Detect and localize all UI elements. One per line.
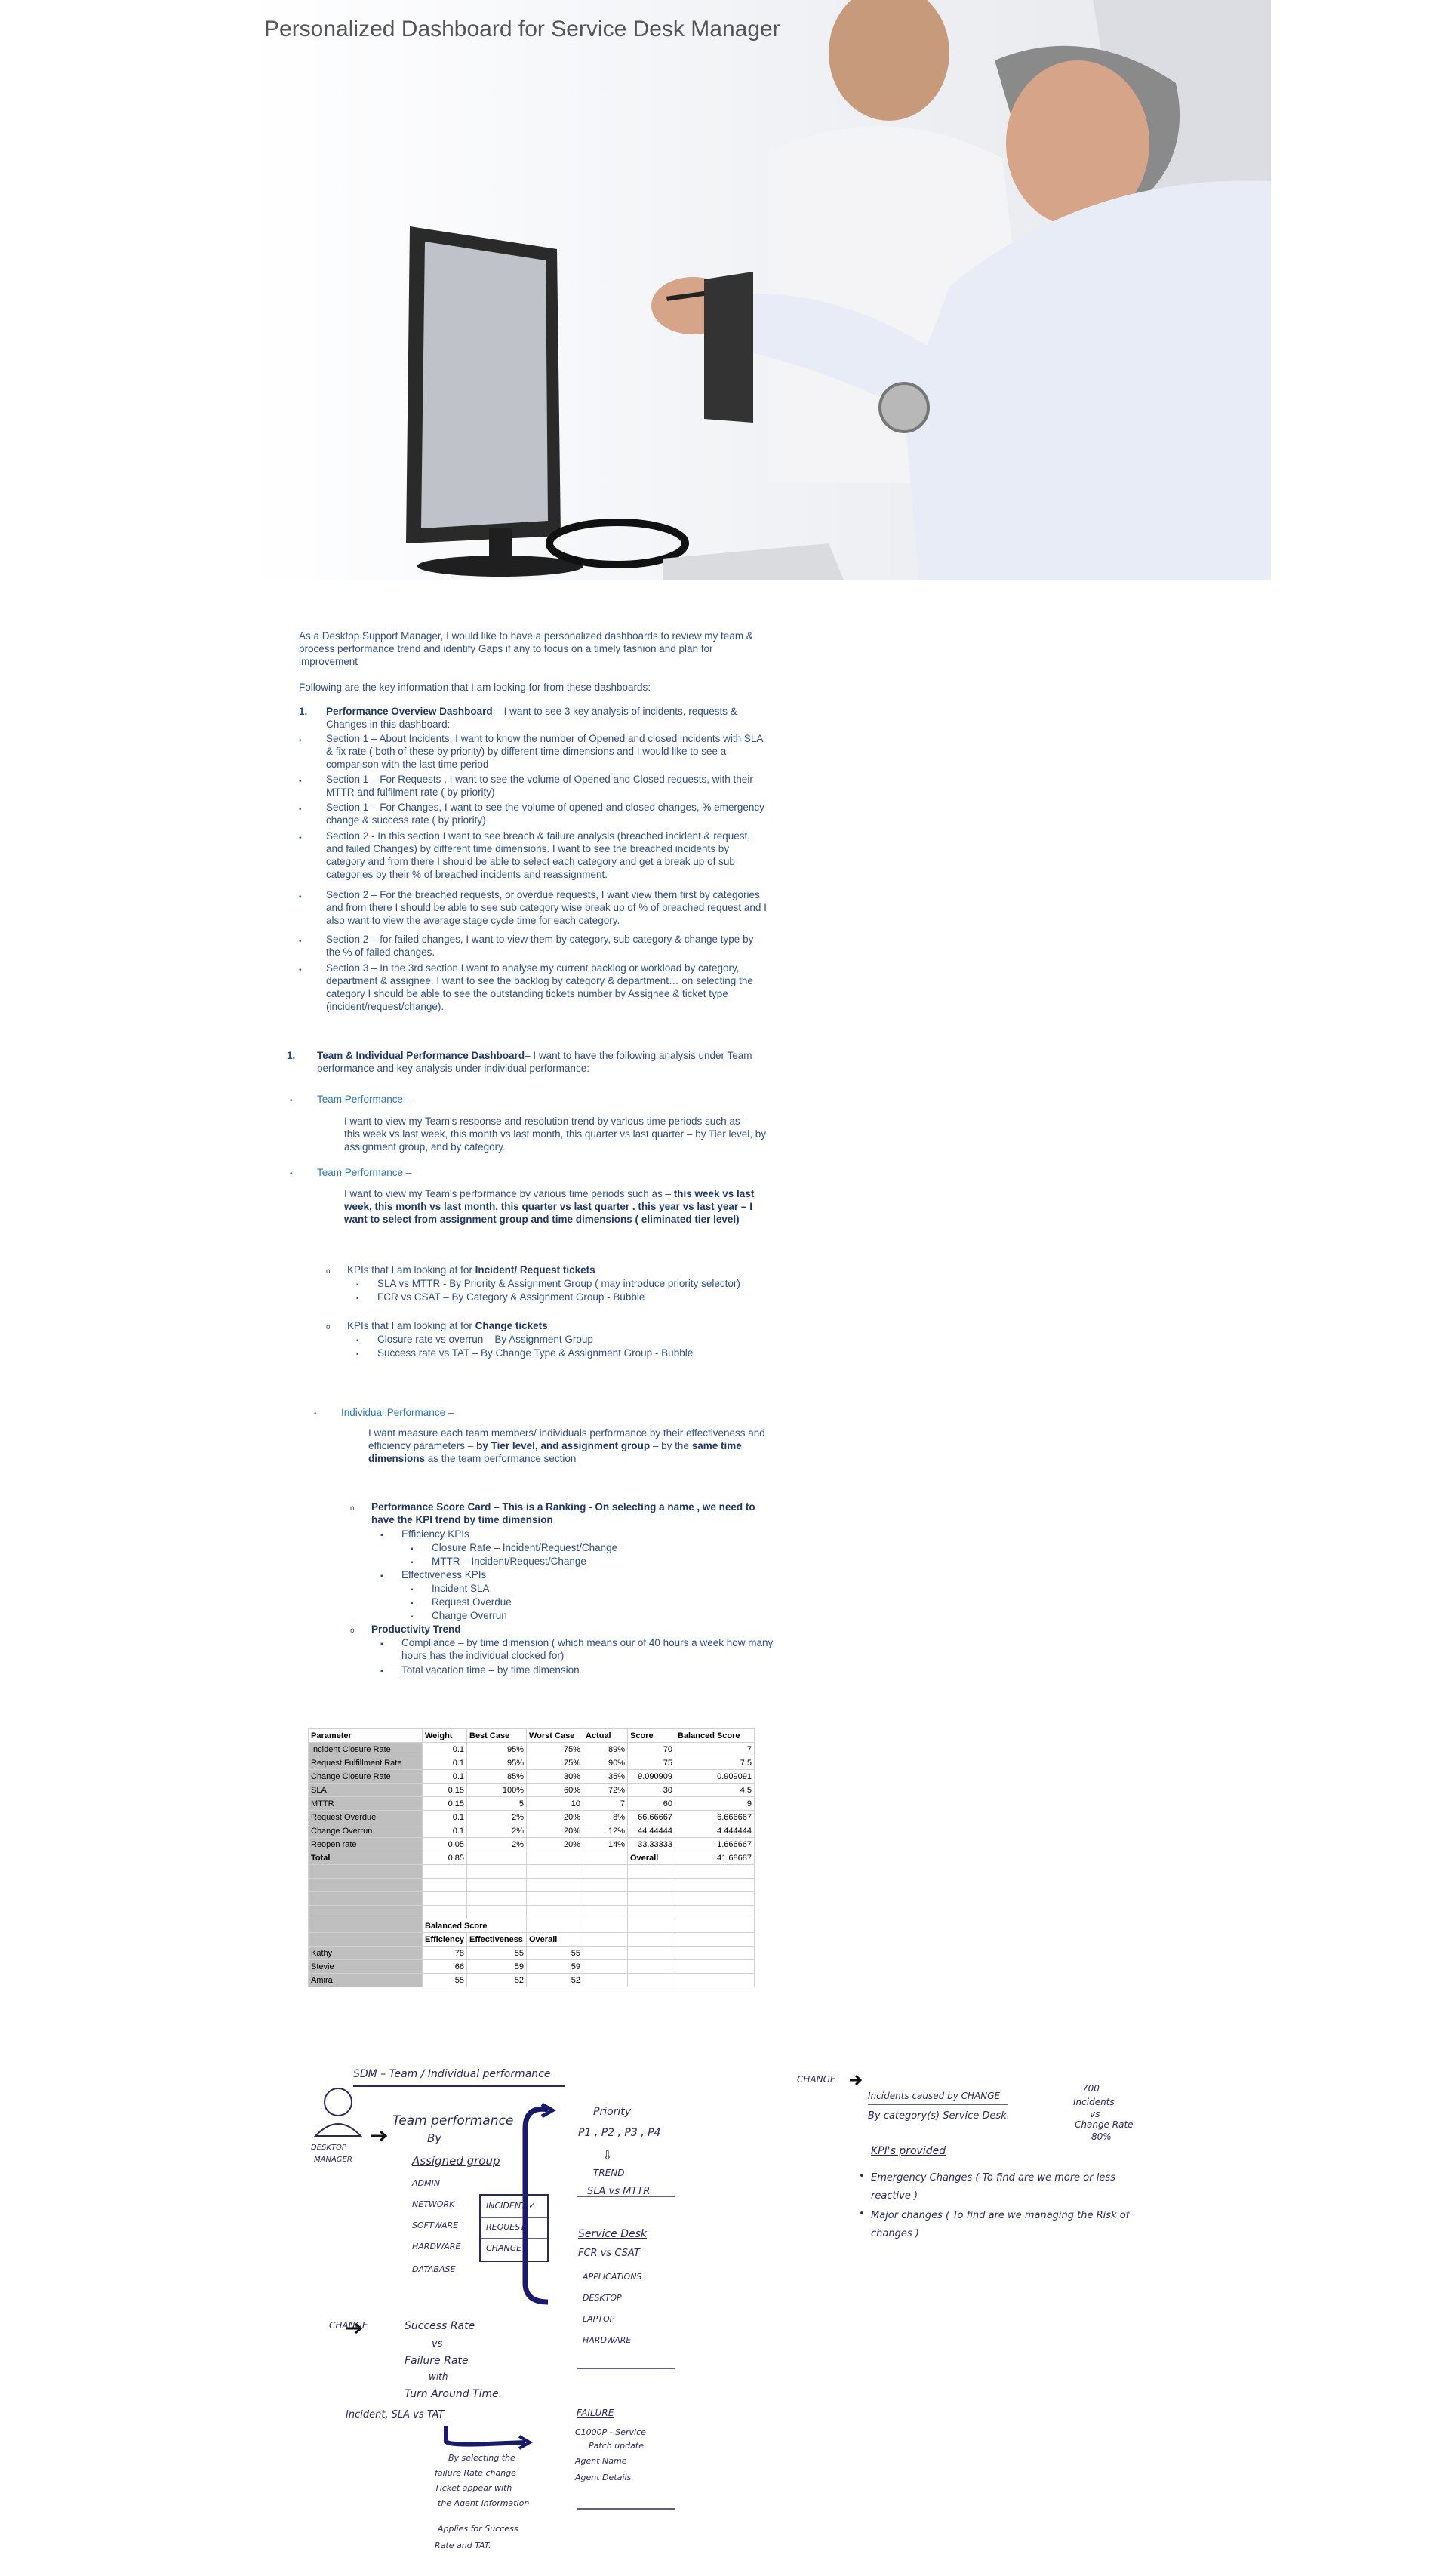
list-item: Incident SLA xyxy=(432,1583,490,1594)
table-row: SLA 0.15 100% 60% 72% 30 4.5 xyxy=(309,1784,755,1797)
desktop-label: DESKTOP xyxy=(311,2144,346,2152)
change-line-5: Turn Around Time. xyxy=(405,2388,503,2400)
section1-number: 1. xyxy=(299,706,308,717)
list-item: Section 2 – For the breached requests, or overdue requests, I want view them first by categories and from there I should be able to see sub category wise break up of % of breached request and I also want to view the average stage cycle time for each category. xyxy=(326,889,767,926)
note-line: Rate and TAT. xyxy=(435,2541,491,2550)
list-item: Section 1 – For Changes, I want to see the volume of opened and closed changes, % emergency change & success rate ( by priority) xyxy=(326,802,764,826)
individual-performance-label: Individual Performance – xyxy=(341,1407,454,1418)
list-item: Section 2 – for failed changes, I want to view them by category, sub category & change type by the % of failed changes. xyxy=(326,934,754,958)
kpi-item: Major changes ( To find are we managing the Risk of changes ) xyxy=(871,2210,1130,2239)
team-performance-text: I want to view my Team's response and resolution trend by various time periods such as – this week vs last week, this month vs last month, this quarter vs last quarter – by Tier level, by assignment group, and by category. xyxy=(344,1116,766,1153)
table-row: Request Fulfillment Rate 0.1 95% 75% 90% 75 7.5 xyxy=(309,1756,755,1770)
table-row: MTTR 0.15 5 10 7 60 9 xyxy=(309,1797,755,1811)
service-desk-note: Service Desk xyxy=(578,2228,647,2240)
intro-paragraph-2: Following are the key information that I am looking for from these dashboards: xyxy=(299,682,651,693)
page-title: Personalized Dashboard for Service Desk Manager xyxy=(264,17,780,42)
note-line: By selecting the xyxy=(448,2453,515,2463)
list-item: Closure rate vs overrun – By Assignment Group xyxy=(377,1334,593,1345)
list-item: Section 2 - In this section I want to see breach & failure analysis (breached incident & request, and failed Changes) by different time dimensions. I want to see the breached incidents by category and from there I should be able to select each category and get a break up of sub categories by their % of breached incidents and reassignment. xyxy=(326,830,751,880)
down-arrow-icon: ⇩ xyxy=(602,2148,613,2162)
hand-sketch-right: CHANGE Incidents caused by CHANGE By category(s) Service Desk. 700 Incidents vs Change Rate 80% KPI's provided • Emergency Changes ( To find are we more or less reactive ) • Major changes ( To find are we managing the Risk of changes ) xyxy=(792,2068,1170,2294)
table-row: Incident Closure Rate 0.1 95% 75% 89% 70 7 xyxy=(309,1743,755,1756)
score-spreadsheet xyxy=(308,1728,755,1987)
table-total-row: Total 0.85 Overall 41.68687 xyxy=(309,1851,755,1865)
stat-line: 700 xyxy=(1082,2083,1100,2094)
group-network: NETWORK xyxy=(412,2199,455,2209)
note-line: the Agent information xyxy=(438,2498,530,2508)
productivity-label: Productivity Trend xyxy=(371,1623,461,1635)
hand-sketch-left xyxy=(299,2060,691,2574)
list-item: Section 1 – About Incidents, I want to know the number of Opened and closed incidents with SLA & fix rate ( both of these by priority) by different time dimensions and I would like to see a comparison with the last time period xyxy=(326,733,763,770)
group-admin: ADMIN xyxy=(412,2178,440,2188)
kpi-provided-label: KPI's provided xyxy=(871,2145,946,2157)
by-note: By xyxy=(427,2131,442,2145)
list-item: Section 1 – For Requests , I want to see the volume of Opened and Closed requests, with their MTTR and fulfilment rate ( by priority) xyxy=(326,774,753,798)
priorities-note: P1 , P2 , P3 , P4 xyxy=(578,2127,661,2139)
type-change: CHANGE xyxy=(486,2243,522,2253)
list-item: FCR vs CSAT – By Category & Assignment Group - Bubble xyxy=(377,1291,645,1303)
stat-line: 80% xyxy=(1091,2131,1112,2142)
note-line: Applies for Success xyxy=(438,2524,518,2534)
list-item: Request Overdue xyxy=(432,1596,512,1608)
section2-title: Team & Individual Performance Dashboard xyxy=(317,1050,525,1061)
section2-title-rest: – I want to have the following analysis under Team performance and key analysis under individual performance: xyxy=(317,1050,752,1074)
stat-line: vs xyxy=(1090,2109,1100,2119)
group-software: SOFTWARE xyxy=(412,2221,459,2230)
list-item: Closure Rate – Incident/Request/Change xyxy=(432,1542,618,1553)
type-request: REQUEST xyxy=(486,2222,525,2232)
table-row: Kathy 78 55 55 xyxy=(309,1947,755,1960)
type-incident: INCIDENT ✓ xyxy=(486,2201,536,2211)
section1-title-rest: – I want to see 3 key analysis of incidents, requests & Changes in this dashboard: xyxy=(326,706,737,730)
office-photo xyxy=(240,0,1271,580)
manager-label: MANAGER xyxy=(314,2156,352,2164)
app-hardware: HARDWARE xyxy=(583,2335,632,2345)
assigned-group-note: Assigned group xyxy=(412,2154,500,2168)
team-performance-label: Team Performance – xyxy=(317,1094,412,1105)
hero-image xyxy=(240,0,1271,580)
right-line-2: By category(s) Service Desk. xyxy=(868,2110,1010,2122)
team2-text-a: I want to view my Team's performance by various time periods such as – xyxy=(344,1188,674,1199)
list-item: Change Overrun xyxy=(432,1610,507,1621)
table-row: Reopen rate 0.05 2% 20% 14% 33.33333 1.666667 xyxy=(309,1838,755,1851)
stat-line: Incidents xyxy=(1073,2097,1115,2107)
sketch-title: SDM – Team / Individual performance xyxy=(353,2068,551,2080)
change-line-4: with xyxy=(429,2371,448,2382)
list-item: Total vacation time – by time dimension xyxy=(401,1664,580,1676)
balanced-score-row: Balanced Score xyxy=(309,1919,755,1933)
failure-item: Agent Details. xyxy=(575,2473,634,2482)
list-item: Compliance – by time dimension ( which means our of 40 hours a week how many hours has the individual clocked for) xyxy=(401,1637,774,1661)
table-row: Stevie 66 59 59 xyxy=(309,1960,755,1974)
list-item: SLA vs MTTR - By Priority & Assignment Group ( may introduce priority selector) xyxy=(377,1278,740,1289)
app-applications: APPLICATIONS xyxy=(583,2272,642,2282)
list-item: Section 3 – In the 3rd section I want to analyse my current backlog or workload by category, department & assignee. I want to see the backlog by category & department… on selecting the category I should be able to see the outstanding tickets number by Assignee & ticket type (incident/request/change). xyxy=(326,962,753,1012)
note-line: failure Rate change xyxy=(435,2468,516,2478)
efficiency-label: Efficiency KPIs xyxy=(401,1528,469,1540)
trend-note: TREND xyxy=(593,2168,625,2178)
individual-performance-text: I want measure each team members/ individuals performance by their effectiveness and efficiency parameters – by Tier level, and assignment group – by the same time dimensions as the team performance section xyxy=(368,1427,765,1464)
section1-title: Performance Overview Dashboard xyxy=(326,706,493,717)
table-row: Change Overrun 0.1 2% 20% 12% 44.44444 4.444444 xyxy=(309,1824,755,1838)
list-item: Success rate vs TAT – By Change Type & Assignment Group - Bubble xyxy=(377,1347,694,1359)
change-line-2: vs xyxy=(432,2338,443,2350)
team2-text-b: this week vs last week, this month vs last month, this quarter vs last quarter . this year vs last year – I want to select from assignment group and time dimensions ( eliminated tier level) xyxy=(344,1188,755,1225)
failure-label: FAILURE xyxy=(577,2408,614,2418)
kpi-item: Emergency Changes ( To find are we more or less reactive ) xyxy=(871,2172,1115,2202)
fcr-csat-note: FCR vs CSAT xyxy=(578,2248,640,2259)
change-label: CHANGE xyxy=(329,2320,368,2331)
change-line-1: Success Rate xyxy=(405,2320,475,2332)
failure-item: Agent Name xyxy=(575,2456,627,2466)
sub-header-row: Efficiency Effectiveness Overall xyxy=(309,1933,755,1947)
section2-heading xyxy=(317,1049,770,1075)
group-hardware: HARDWARE xyxy=(412,2242,461,2251)
app-desktop: DESKTOP xyxy=(583,2293,622,2303)
kpi-change-label: KPIs that I am looking at for Change tickets xyxy=(347,1320,548,1331)
team-performance-note: Team performance xyxy=(392,2113,514,2128)
list-item: MTTR – Incident/Request/Change xyxy=(432,1556,586,1567)
score-card: Performance Score Card – This is a Ranking - On selecting a name , we need to have the KPI trend by time dimension xyxy=(371,1501,755,1525)
change-line-3: Failure Rate xyxy=(405,2355,469,2367)
table-row: Change Closure Rate 0.1 85% 30% 35% 9.090909 0.909091 xyxy=(309,1770,755,1784)
right-line-1: Incidents caused by CHANGE xyxy=(868,2091,1001,2101)
section2-number: 1. xyxy=(287,1050,296,1061)
app-laptop: LAPTOP xyxy=(583,2314,615,2324)
stat-line: Change Rate xyxy=(1075,2119,1134,2130)
group-database: DATABASE xyxy=(412,2264,456,2274)
priority-note: Priority xyxy=(593,2106,632,2118)
incident-sla-note: Incident, SLA vs TAT xyxy=(346,2409,445,2421)
score-table xyxy=(308,1728,755,1987)
table-row: Request Overdue 0.1 2% 20% 8% 66.66667 6.666667 xyxy=(309,1811,755,1824)
intro-paragraph-1: As a Desktop Support Manager, I would like to have a personalized dashboards to review my team & process performance trend and identify Gaps if any to focus on a timely fashion and plan for improvement xyxy=(299,630,753,667)
effectiveness-label: Effectiveness KPIs xyxy=(401,1569,487,1580)
note-line: Ticket appear with xyxy=(435,2483,512,2493)
failure-item: Patch update. xyxy=(589,2441,647,2451)
failure-item: C1000P - Service xyxy=(575,2427,646,2437)
right-change-label: CHANGE xyxy=(797,2074,836,2085)
table-row: Amira 55 52 52 xyxy=(309,1974,755,1987)
table-header-row: Parameter Weight Best Case Worst Case Actual Score Balanced Score xyxy=(309,1729,755,1743)
kpi-incident-label: KPIs that I am looking at for Incident/ Request tickets xyxy=(347,1264,595,1276)
team-performance-text-2 xyxy=(344,1187,767,1226)
section1-heading xyxy=(326,705,767,731)
team-performance-label-2: Team Performance – xyxy=(317,1167,412,1178)
sla-mttr-note: SLA vs MTTR xyxy=(587,2186,651,2197)
